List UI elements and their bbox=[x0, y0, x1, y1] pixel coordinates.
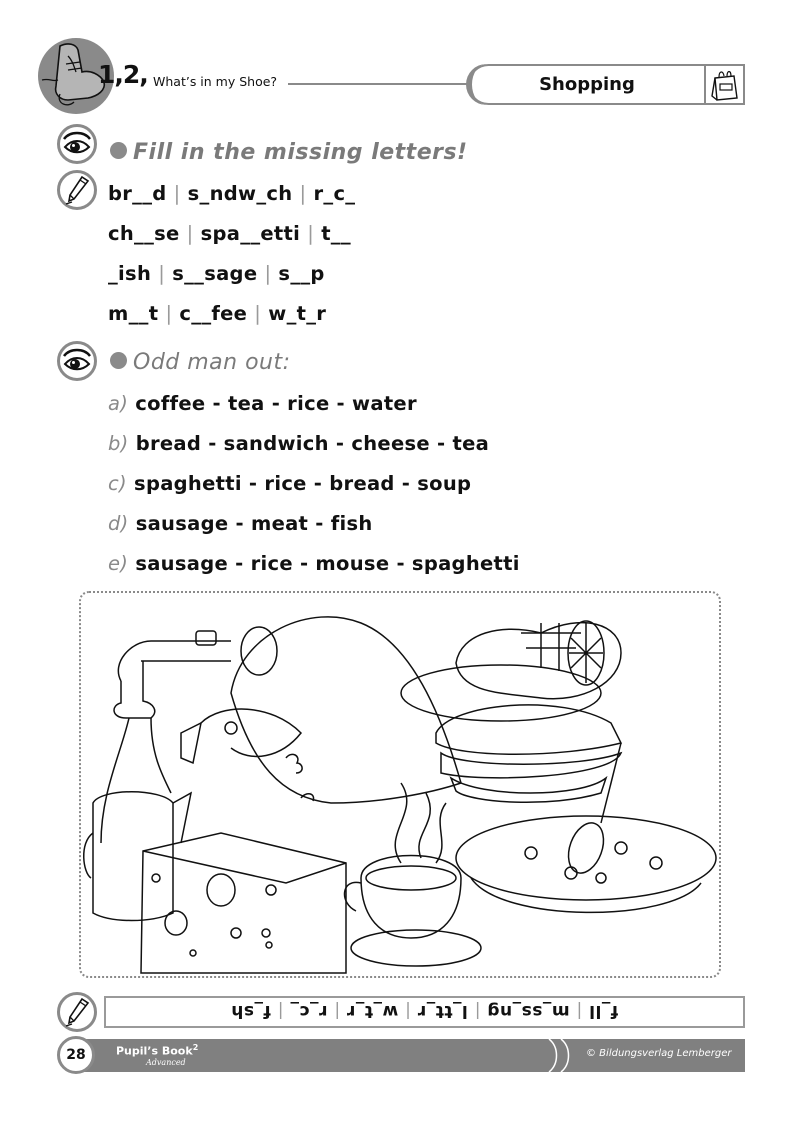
fill-line-4: m__t | c__fee | w_t_r bbox=[108, 302, 327, 325]
header-divider bbox=[288, 83, 478, 85]
topic-label: Shopping bbox=[539, 74, 635, 95]
odd-item-b: b) bread - sandwich - cheese - tea bbox=[108, 432, 490, 455]
odd-item-e: e) sausage - rice - mouse - spaghetti bbox=[108, 552, 520, 575]
shopping-bag-icon bbox=[706, 66, 743, 103]
odd-item-a: a) coffee - tea - rice - water bbox=[108, 392, 417, 415]
pencil-task-icon bbox=[57, 992, 97, 1032]
food-picture bbox=[79, 591, 721, 978]
food-illustration bbox=[81, 593, 721, 978]
topic-banner bbox=[468, 64, 704, 105]
bullet bbox=[110, 352, 127, 369]
eye-icon bbox=[60, 127, 94, 161]
answer-strip bbox=[104, 996, 745, 1028]
pencil-icon bbox=[60, 173, 94, 207]
book-title: Pupil’s Book$^2$ bbox=[116, 1043, 199, 1058]
fill-line-1: br__d | s_ndw_ch | r_c_ bbox=[108, 182, 356, 205]
copyright: © Bildungsverlag Lemberger bbox=[586, 1048, 732, 1059]
book-subtitle: Advanced bbox=[146, 1058, 186, 1067]
pencil-task-icon bbox=[57, 170, 97, 210]
unit-number: 1,2, bbox=[98, 60, 148, 89]
topic-icon-box bbox=[704, 64, 745, 105]
task2-instruction: Odd man out: bbox=[110, 350, 291, 375]
page-number: 28 bbox=[57, 1036, 95, 1074]
eye-icon bbox=[60, 344, 94, 378]
unit-title: What’s in my Shoe? bbox=[153, 74, 278, 89]
upside-down-answers: f_ll | m_ss_ng | l_tt_r | w_t_r | r_c_ | f_sh bbox=[230, 1001, 619, 1021]
pencil-icon bbox=[60, 995, 94, 1029]
fill-line-2: ch__se | spa__etti | t__ bbox=[108, 222, 351, 245]
bullet bbox=[110, 142, 127, 159]
footer-arcs bbox=[545, 1039, 585, 1072]
fill-line-3: _ish | s__sage | s__p bbox=[108, 262, 325, 285]
odd-item-d: d) sausage - meat - fish bbox=[108, 512, 373, 535]
task1-instruction: Fill in the missing letters! bbox=[110, 140, 468, 165]
eye-task-icon bbox=[57, 124, 97, 164]
eye-task-icon bbox=[57, 341, 97, 381]
odd-item-c: c) spaghetti - rice - bread - soup bbox=[108, 472, 472, 495]
